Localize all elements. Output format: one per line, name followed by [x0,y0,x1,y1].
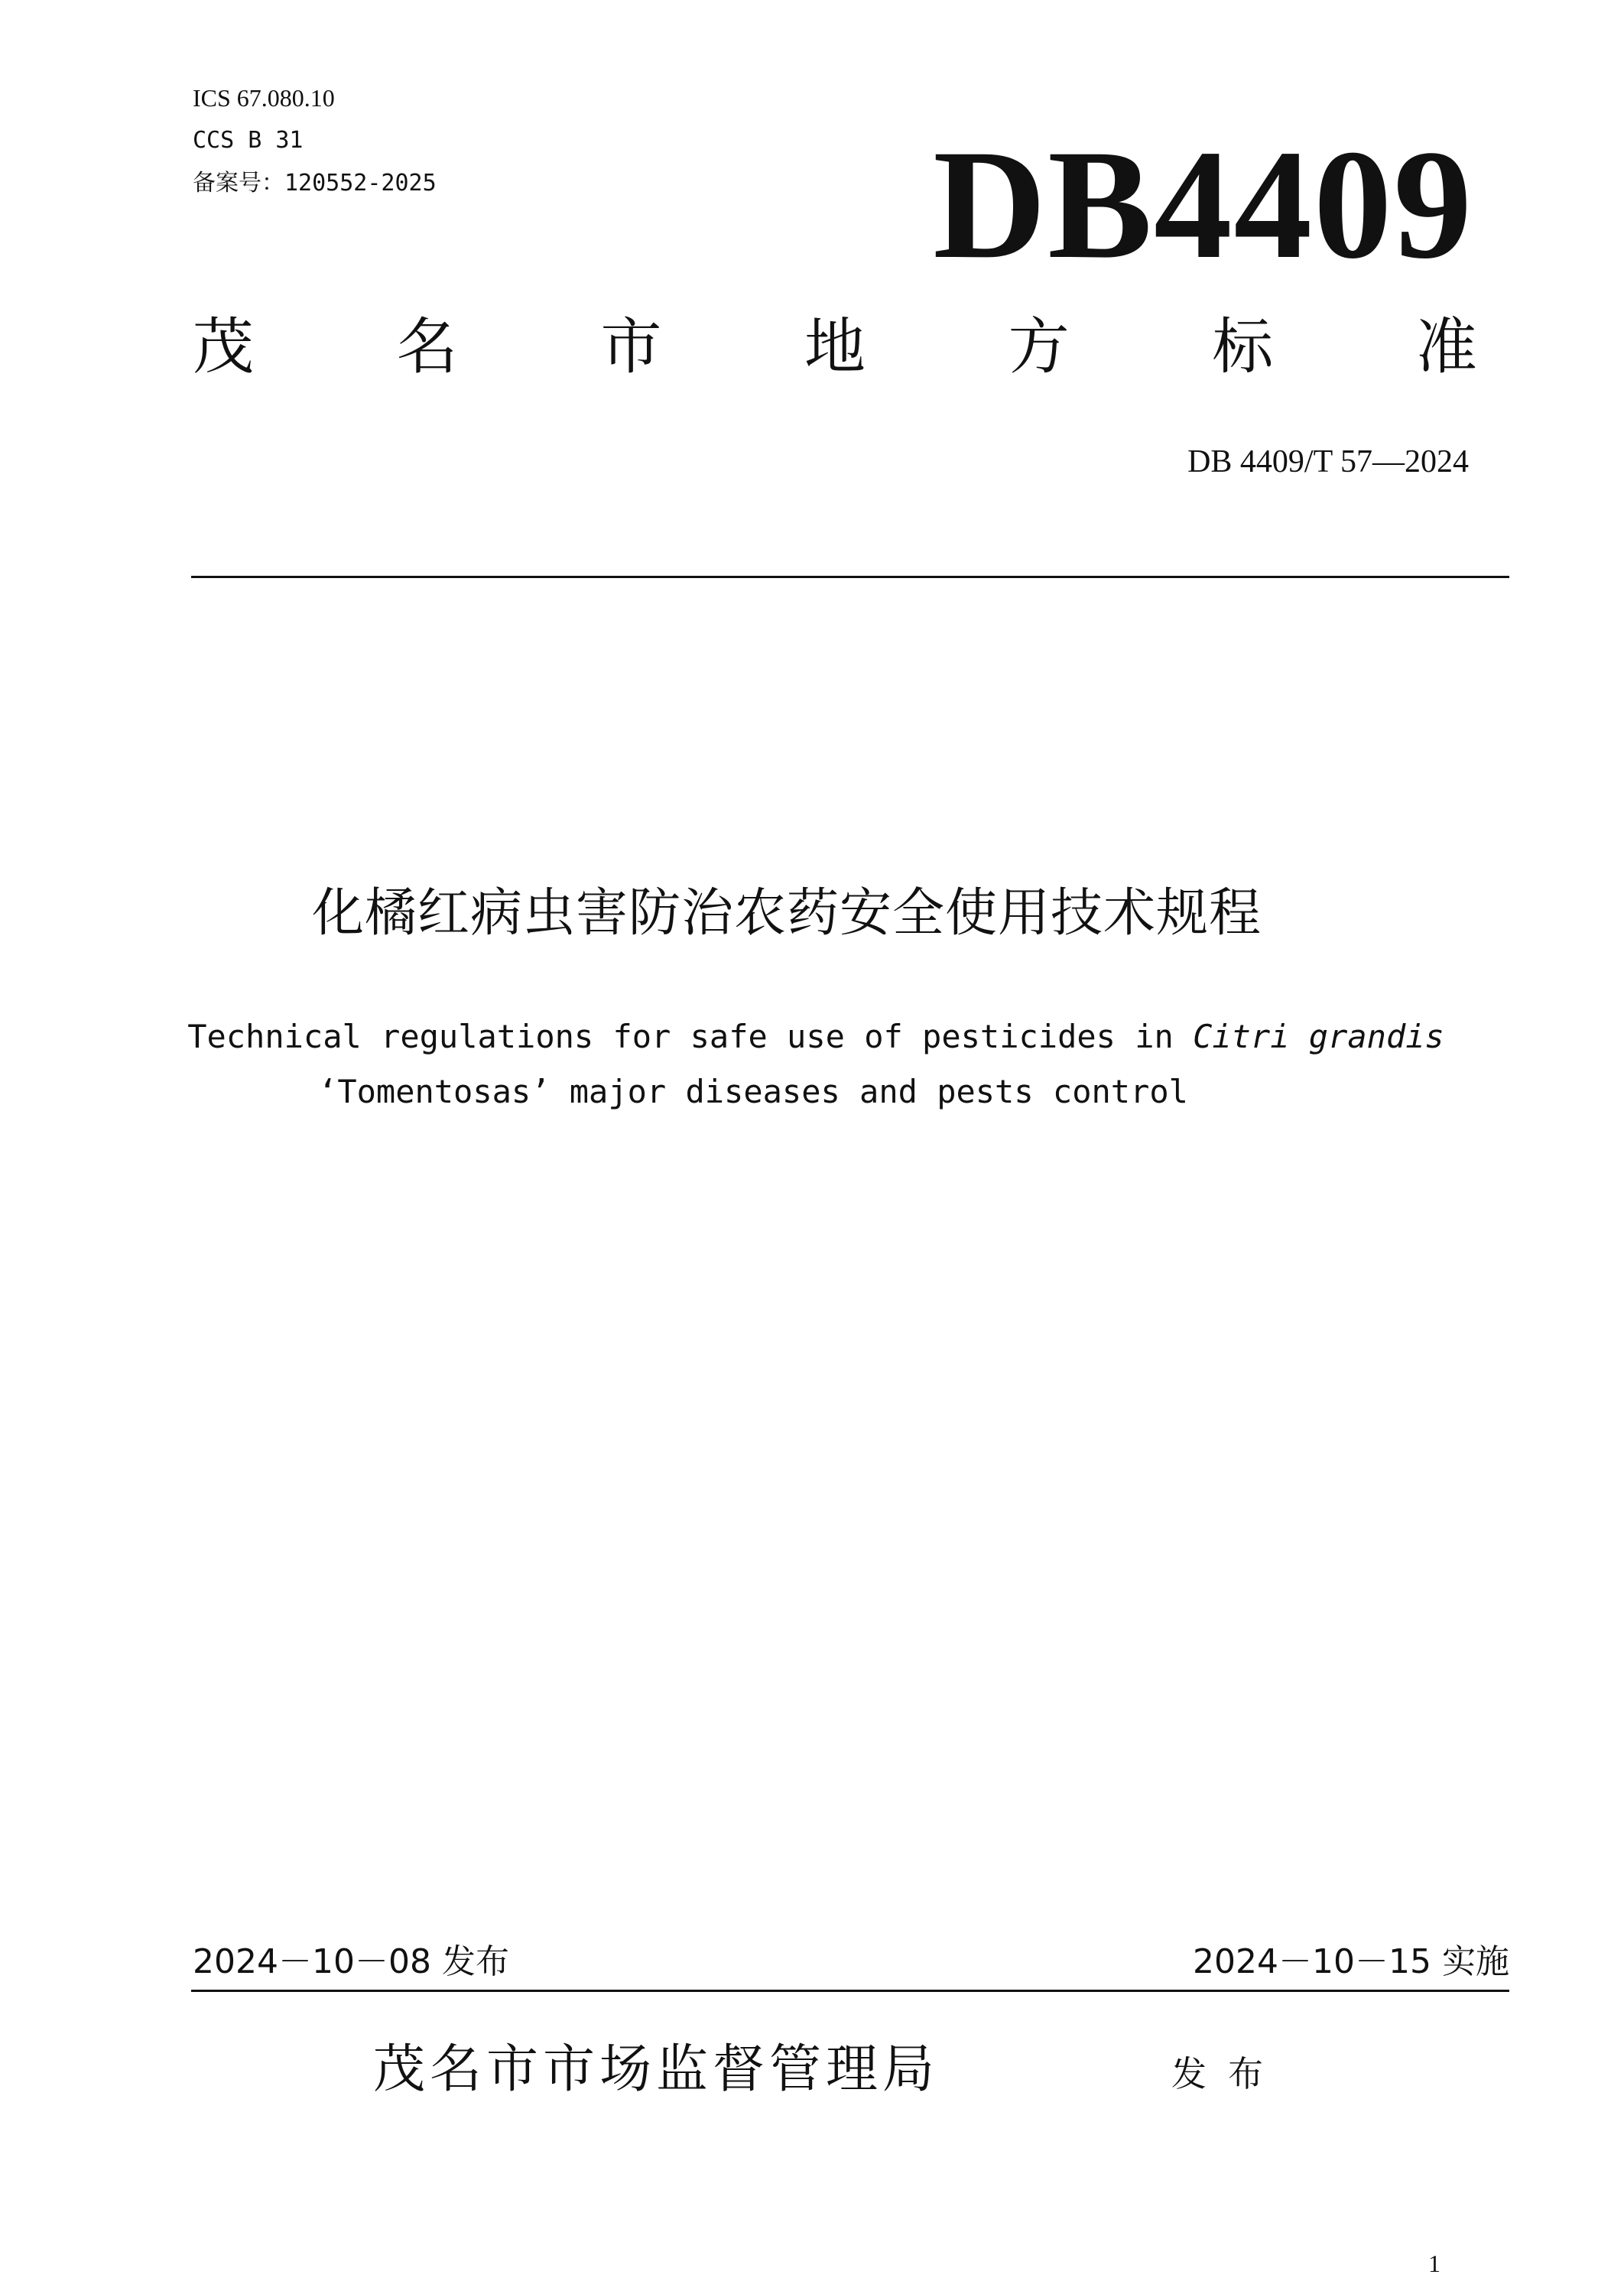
ccs-code: CCS B 31 [193,127,304,154]
issue-date: 2024－10－08 发布 [193,1942,509,1981]
footer-divider [191,1990,1509,1992]
document-title-english-line2: ‘Tomentosas’ major diseases and pests control [318,1073,1188,1110]
ics-code: ICS 67.080.10 [193,84,335,112]
standard-type-char: 茂 [193,311,254,382]
header-divider [191,576,1509,578]
title-english-plain: Technical regulations for safe use of pesticides in [187,1018,1194,1055]
standard-type-heading [193,309,1477,385]
document-title-english-line1 [0,1014,1624,1060]
implementation-date: 2024－10－15 实施 [1193,1942,1509,1981]
issue-label: 发布 [1171,2053,1285,2094]
standard-type-char: 方 [1008,311,1070,382]
standard-type-char: 市 [600,311,662,382]
document-title-chinese: 化橘红病虫害防治农药安全使用技术规程 [311,883,1262,944]
standard-type-char: 准 [1415,311,1477,382]
issuing-authority: 茂名市市场监督管理局 [373,2039,940,2100]
standard-number: DB 4409/T 57—2024 [1187,444,1469,479]
standard-code-heading: DB4409 [933,118,1473,291]
standard-type-char: 名 [396,311,458,382]
standard-type-char: 标 [1212,311,1274,382]
title-english-species: Citri grandis [1193,1018,1444,1055]
filing-number: 备案号：120552-2025 [193,170,437,197]
standard-type-char: 地 [804,311,866,382]
page-number: 1 [1428,2250,1440,2277]
